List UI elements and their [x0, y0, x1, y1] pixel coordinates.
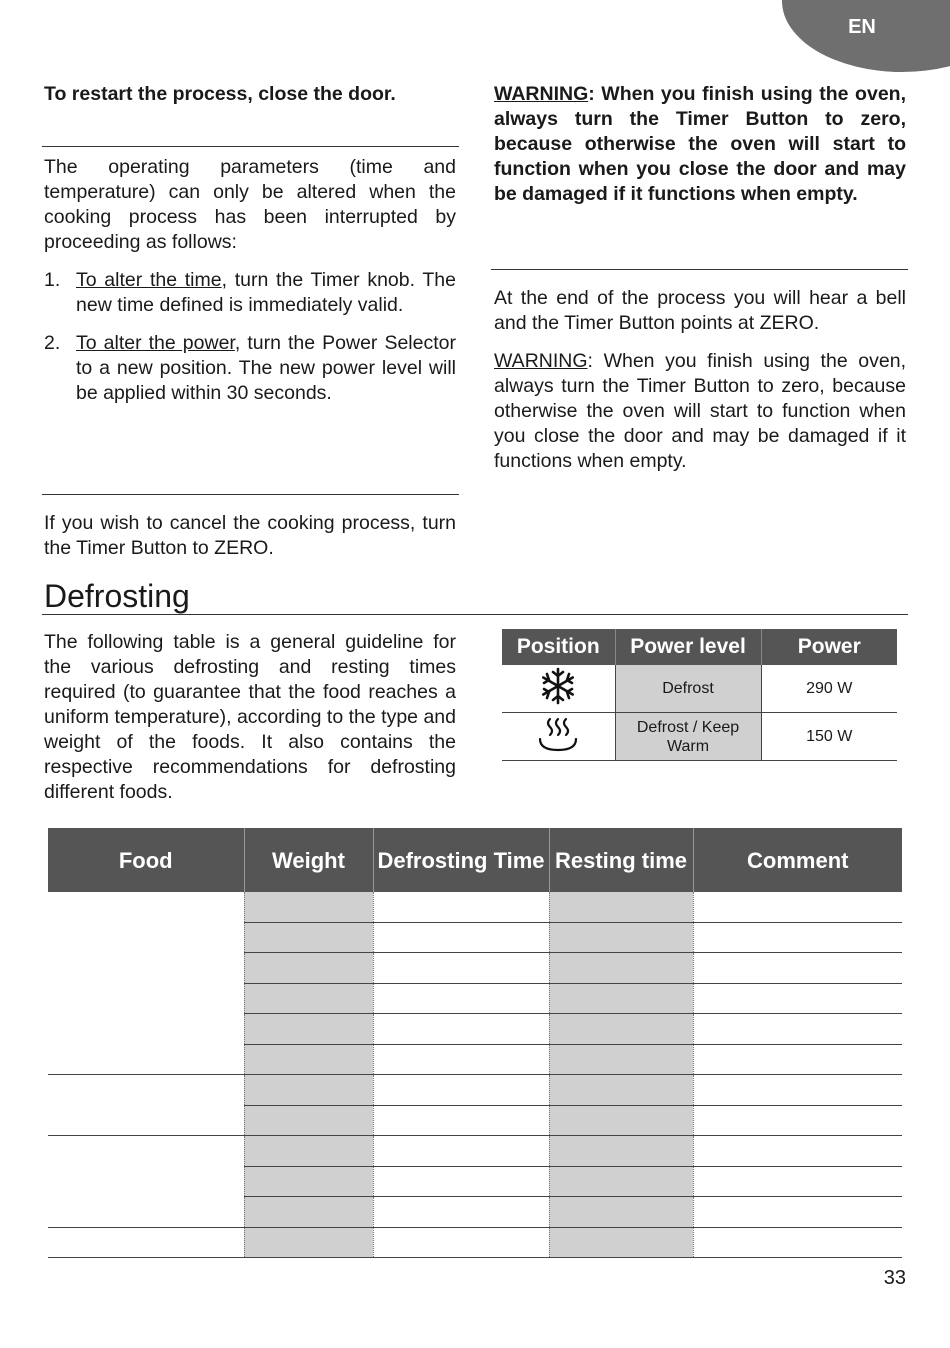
comment-cell [693, 1136, 902, 1167]
power-cell: 150 W [761, 713, 897, 761]
food-table [48, 828, 902, 1258]
warning-bold-paragraph [494, 82, 906, 207]
warning-label: WARNING [494, 83, 589, 105]
weight-cell [244, 983, 373, 1014]
defrosting-time-cell [373, 1044, 549, 1075]
defrosting-time-cell [373, 892, 549, 922]
table-row [48, 1227, 902, 1258]
step-link: To alter the power [76, 332, 235, 354]
resting-time-cell [549, 983, 693, 1014]
power-table-row [502, 713, 897, 761]
parameters-paragraph: The operating parameters (time and temperature) can only be altered when the cooking process has been interrupted by proceeding as follows: [44, 156, 456, 253]
header-comment: Comment [693, 828, 902, 892]
step-alter-power [44, 331, 456, 406]
warning-paragraph [494, 349, 906, 474]
defrosting-intro: The following table is a general guideline for the various defrosting and resting times required (to guarantee that the food reaches a uniform temperature), according to the type and weight of the foods. It also contains the respective recommendations for defrosting different foods. [44, 631, 456, 803]
comment-cell [693, 1014, 902, 1045]
power-table-header [502, 629, 897, 665]
weight-cell [244, 1227, 373, 1258]
header-power: Power [761, 629, 897, 665]
weight-cell [244, 1105, 373, 1136]
food-cell [48, 1075, 244, 1136]
header-food: Food [48, 828, 244, 892]
comment-cell [693, 1227, 902, 1258]
comment-cell [693, 953, 902, 984]
weight-cell [244, 1197, 373, 1228]
power-level-cell: Defrost [615, 665, 761, 713]
page-number: 33 [883, 1267, 906, 1289]
power-table [502, 629, 897, 761]
resting-time-cell [549, 922, 693, 953]
resting-time-cell [549, 953, 693, 984]
weight-cell [244, 1044, 373, 1075]
food-table-body [48, 892, 902, 1258]
defrosting-time-cell [373, 922, 549, 953]
power-table-row [502, 665, 897, 713]
resting-time-cell [549, 1136, 693, 1167]
defrosting-time-cell [373, 1197, 549, 1228]
table-row [48, 1075, 902, 1106]
divider [42, 146, 459, 147]
resting-time-cell [549, 1075, 693, 1106]
step-link: To alter the time [76, 269, 222, 291]
position-cell [502, 665, 615, 713]
table-row [48, 1136, 902, 1167]
steps-list [44, 268, 456, 419]
food-cell [48, 892, 244, 1075]
resting-time-cell [549, 1014, 693, 1045]
resting-time-cell [549, 1197, 693, 1228]
weight-cell [244, 1014, 373, 1045]
defrosting-time-cell [373, 1166, 549, 1197]
power-level-cell: Defrost / Keep Warm [615, 713, 761, 761]
food-cell [48, 1227, 244, 1258]
warning-label: WARNING [494, 350, 588, 372]
defrosting-time-cell [373, 953, 549, 984]
defrosting-time-cell [373, 1227, 549, 1258]
step-alter-time [44, 268, 456, 318]
heading-rule [42, 614, 908, 615]
step-text: , turn the Timer knob. The new time defined is immediately valid. [76, 269, 456, 316]
food-table-header [48, 828, 902, 892]
resting-time-cell [549, 1227, 693, 1258]
comment-cell [693, 892, 902, 922]
header-resting-time: Resting time [549, 828, 693, 892]
defrosting-time-cell [373, 1136, 549, 1167]
position-cell [502, 713, 615, 761]
language-label: EN [848, 16, 876, 38]
header-defrosting-time: Defrosting Time [373, 828, 549, 892]
comment-cell [693, 1197, 902, 1228]
table-row [48, 892, 902, 922]
resting-time-cell [549, 1044, 693, 1075]
defrosting-time-cell [373, 1075, 549, 1106]
snowflake-icon [538, 666, 578, 706]
step-text: , turn the Power Selector to a new position. The new power level will be applied within 30 seconds. [76, 332, 456, 404]
section-heading: Defrosting [44, 578, 190, 614]
step-number: 2. [44, 332, 61, 354]
restart-instruction: To restart the process, close the door. [44, 83, 396, 105]
divider [491, 269, 908, 270]
power-cell: 290 W [761, 665, 897, 713]
comment-cell [693, 983, 902, 1014]
warning-text: : When you finish using the oven, always turn the Timer Button to zero, because otherwise the oven will start to function when you close the door and may be damaged if it functions when empty. [494, 350, 906, 472]
warning-text: : When you finish using the oven, always turn the Timer Button to zero, because otherwise the oven will start to function when you close the door and may be damaged if it functions when empty. [494, 83, 906, 205]
defrosting-time-cell [373, 1014, 549, 1045]
header-weight: Weight [244, 828, 373, 892]
weight-cell [244, 1136, 373, 1167]
header-position: Position [502, 629, 615, 665]
step-number: 1. [44, 269, 61, 291]
weight-cell [244, 892, 373, 922]
weight-cell [244, 922, 373, 953]
defrosting-time-cell [373, 1105, 549, 1136]
resting-time-cell [549, 892, 693, 922]
comment-cell [693, 922, 902, 953]
end-process-paragraph: At the end of the process you will hear a bell and the Timer Button points at ZERO. [494, 287, 906, 334]
resting-time-cell [549, 1105, 693, 1136]
divider [42, 494, 459, 495]
weight-cell [244, 953, 373, 984]
header-power-level: Power level [615, 629, 761, 665]
comment-cell [693, 1166, 902, 1197]
defrosting-time-cell [373, 983, 549, 1014]
resting-time-cell [549, 1166, 693, 1197]
comment-cell [693, 1075, 902, 1106]
weight-cell [244, 1075, 373, 1106]
weight-cell [244, 1166, 373, 1197]
comment-cell [693, 1044, 902, 1075]
steam-icon [537, 715, 579, 753]
cancel-paragraph: If you wish to cancel the cooking process, turn the Timer Button to ZERO. [44, 512, 456, 559]
comment-cell [693, 1105, 902, 1136]
food-cell [48, 1136, 244, 1228]
